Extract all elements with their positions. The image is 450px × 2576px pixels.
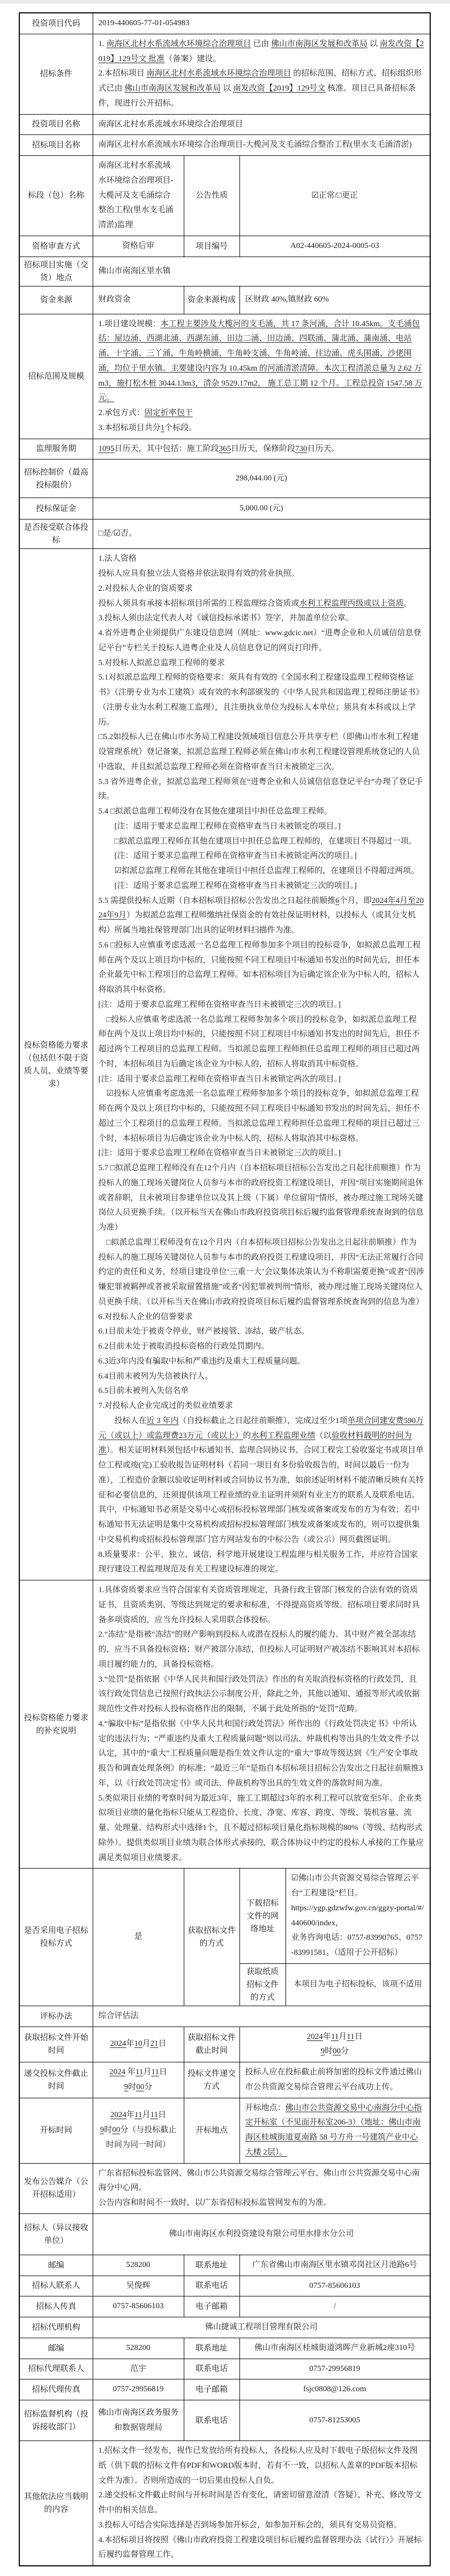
tender-project-name-label: 招标项目名称 — [19, 135, 93, 156]
obtain-start-time-label: 获取招标文件开始时间 — [19, 2027, 93, 2062]
row-announcement-media — [19, 2163, 430, 2213]
agency-contact-label: 招标代理联系人 — [19, 2359, 93, 2379]
row-control-price — [19, 460, 430, 498]
agency-label: 招标代理机构 — [19, 2317, 93, 2338]
project-number-label: 项目编号 — [184, 236, 239, 257]
control-price-value: 298,044.00 (元) — [93, 460, 430, 498]
row-capability-supplement — [19, 1580, 430, 1869]
row-bidder-capability-requirements — [19, 549, 430, 1580]
submission-deadline-value: 2024 年11月11日 9时00分 — [93, 2062, 184, 2098]
notice-nature-label: 公告性质 — [184, 156, 239, 236]
tenderer-contact-label: 招标人联系人 — [19, 2276, 93, 2296]
fund-composition-value: 区财政 40%,镇财政 60% — [239, 286, 430, 314]
electronic-bidding-label: 是否采用电子招标投标方式 — [19, 1869, 93, 2006]
tenderer-email-value: / — [239, 2296, 430, 2317]
row-consortium-bidding — [19, 519, 430, 549]
page-top-strip — [0, 0, 450, 4]
agency-contact-value: 范宇 — [93, 2359, 184, 2379]
delivery-location-value: 佛山市南海区里水镇 — [93, 257, 430, 286]
row-agency-contact — [19, 2359, 430, 2379]
submission-method-value: 投标人应在投标截止前将加密的投标文件通过佛山市公共资源交易综合管理云平台成功上传。 — [239, 2062, 430, 2098]
tenderer-address-value: 广东省佛山市南海区里水镇邓岗社区月池路6号 — [239, 2255, 430, 2276]
bid-bond-label: 投标保证金 — [19, 498, 93, 519]
row-tender-project-name — [19, 135, 430, 156]
electronic-bidding-value: 是 — [93, 1869, 184, 2006]
tender-scope-label: 招标范围及规模 — [19, 314, 93, 439]
agency-address-label: 联系地址 — [184, 2338, 239, 2359]
capability-supplement-value: 1.具体资质要求应当符合国家有关资质管理规定，具备行政主管部门核发的合法有效的资质证书，且资质类别、等级达到规定的要求和标准，不得提高资质等级。招标项目要求同时具备多项资质的，应当允许投标人采用联合体投标。 2.“冻结”是指被“冻结”的财产影响到投标人或潜在投标人的履约能力。其中财产被全部冻结的，应当不具备投标资格；财产被部分冻结，但投标人可证明财产被冻结不影响其对本招标项目履约能力的，具备投标资格。 3.“处罚”是指依据《中华人民共和国行政处罚法》作出的有关取消投标资格的行政处罚，且该行政处罚信息已按照行政执法公示制度公开，除此之外，其他以通知、通报等形式或依据规范性文件对投标人投标资格作出的限制，不属于此处所指的“处罚”范畴。 4.“骗取中标”是指依据《中华人民共和国行政处罚法》所作出的《行政处罚决定书》中所认定的违法行为；“严重违约及重大工程质量问题”则以司法、仲裁机构等出具的生效文件予以认定，其中的“重大”工程质量问题是指生效文件认定的“重大”事故等级达到《生产安全事故报告和调查处理条例》的标准；“最近三年”是指自本招标项目招标公告发出之日起往前顺推3年，以《行政处罚决定书》或司法、仲裁机构等出具的生效文件的落款时间为准。 5.类似项目业绩的考察时间为最近3年，施工工期超过3年的水利工程可以放宽至5年。企业类似项目业绩的量化指标只能从工程造价、长度、净宽、库容、跨度、等级、装机容量、流量、处理量、结构形式中选择1个，且不超过招标项目量化指标规模的80%（等级、结构形式除外）。提供类似项目业绩为联合体形式承接的，联合体协议中约定的投标人承接的工作量应满足类似项目业绩要求。 — [93, 1580, 430, 1869]
tenderer-value: 佛山市南海区水利投资建设有限公司里水排水分公司 — [93, 2213, 430, 2255]
row-tenderer-fax — [19, 2296, 430, 2317]
row-submission-deadline — [19, 2062, 430, 2098]
row-electronic-bidding — [19, 1869, 430, 1964]
bid-opening-place-label: 开标地点 — [184, 2098, 239, 2163]
row-bid-bond — [19, 498, 430, 519]
row-delivery-location — [19, 257, 430, 286]
row-tenderer — [19, 2213, 430, 2255]
announcement-media-label: 发布公告媒介（公开招标适用） — [19, 2163, 93, 2213]
row-fund-source — [19, 286, 430, 314]
row-tender-conditions — [19, 34, 430, 114]
delivery-location-label: 招标项目实施（交货）地点 — [19, 257, 93, 286]
agency-email-value: fsjc0808@126.com — [239, 2379, 430, 2400]
investment-project-name-value: 南海区北村水系流域水环境综合治理项目 — [93, 114, 430, 135]
agency-phone-value: 0757-29956819 — [239, 2359, 430, 2379]
consortium-bidding-label: 是否接受联合体投标 — [19, 519, 93, 549]
supervision-authority-value: 佛山市南海区政务服务和数据管理局 — [93, 2400, 184, 2441]
notice-nature-value: ☑正常/□更正 — [239, 156, 430, 236]
tender-project-name-value: 南海区北村水系流域水环境综合治理项目-大榄河及支毛涌综合整治工程(里水支毛涌清淤) — [93, 135, 430, 156]
supervision-period-label: 监理服务期 — [19, 439, 93, 460]
bidder-capability-requirements-label: 投标资格能力要求（包括但不限于资质人员、业绩等要求） — [19, 549, 93, 1580]
agency-fax-label: 招标代理传真 — [19, 2379, 93, 2400]
agency-postcode-value: 528200 — [93, 2338, 184, 2359]
row-other-contents — [19, 2441, 430, 2566]
tenderer-fax-label: 招标人传真 — [19, 2296, 93, 2317]
row-investment-project-name — [19, 114, 430, 135]
bid-opening-place-value: 开标地点：佛山市公共资源交易中心南海分中心指定开标室（不见面开标室206-3）（地址：佛山市南海区桂城街道夏南路 58 号方舟一号建筑产业中心大楼 2层）。 — [239, 2098, 430, 2163]
project-code-value: 2019-440605-77-01-054983 — [93, 13, 430, 34]
row-section-name — [19, 156, 430, 236]
qualification-review-label: 资格审查方式 — [19, 236, 93, 257]
supervision-phone-label: 联系电话 — [184, 2400, 239, 2441]
tenderer-label: 招标人（异议接收单位） — [19, 2213, 93, 2255]
tenderer-postcode-value: 528200 — [93, 2255, 184, 2276]
agency-fax-value: 0757-29956819 — [93, 2379, 184, 2400]
paper-document-label: 获取纸质招标文件的方式 — [239, 1963, 286, 2006]
obtain-deadline-label: 获取招标文件截止时间 — [184, 2027, 239, 2062]
agency-email-label: 电子邮箱 — [184, 2379, 239, 2400]
agency-value: 佛山捷诚工程项目管理有限公司 — [93, 2317, 430, 2338]
project-number-value: A02-440605-2024-0005-03 — [239, 236, 430, 257]
evaluation-method-label: 评标办法 — [19, 2006, 93, 2027]
row-agency-fax — [19, 2379, 430, 2400]
tender-conditions-label: 招标条件 — [19, 34, 93, 114]
download-address-label: 下载招标文件的网络地址 — [239, 1869, 286, 1964]
fund-composition-label: 资金来源构成 — [184, 286, 239, 314]
document-obtain-method-label: 获取招标文件的方式 — [184, 1869, 239, 2006]
paper-document-value: 本项目为电子招标投标，该项不适用 — [286, 1963, 430, 2006]
fund-source-label: 资金来源 — [19, 286, 93, 314]
tenderer-phone-value: 0757-85606103 — [239, 2276, 430, 2296]
tenderer-email-label: 电子邮箱 — [184, 2296, 239, 2317]
obtain-deadline-value: 2024年11月11日 9时00分 — [239, 2027, 430, 2062]
row-project-code — [19, 13, 430, 34]
row-tenderer-contact — [19, 2276, 430, 2296]
tender-announcement-table — [19, 12, 431, 2566]
supervision-period-value: 1095日历天，其中包括：施工阶段365日历天，保修阶段730日历天。 — [93, 439, 430, 460]
tenderer-address-label: 联系地址 — [184, 2255, 239, 2276]
row-qualification-review — [19, 236, 430, 257]
row-supervision-period — [19, 439, 430, 460]
tenderer-fax-value: 0757-85606103 — [93, 2296, 184, 2317]
agency-address-value: 佛山市南海区桂城街道鸿晖产业新城2座310号 — [239, 2338, 430, 2359]
consortium-bidding-value: □是/☑否。 — [93, 519, 430, 549]
row-agency-postcode — [19, 2338, 430, 2359]
download-address-value: ☑佛山市公共资源交易综合管理云平台“工程建设”栏目。 https://ygp.gdzwfw.gov.cn/ggzy-portal/#/440600/index， 业务咨询电话：0757-83990765、0757-83991581。（适用于公开招标） — [286, 1869, 430, 1964]
row-bid-opening — [19, 2098, 430, 2163]
section-name-label: 标段（包）名称 — [19, 156, 93, 236]
row-agency — [19, 2317, 430, 2338]
bid-opening-time-value: 2024年11月11日 9时00分（与投标截止时间为同一时间） — [93, 2098, 184, 2163]
tenderer-contact-value: 吴俊辉 — [93, 2276, 184, 2296]
capability-supplement-label: 投标资格能力要求的补充说明 — [19, 1580, 93, 1869]
project-code-label: 投资项目代码 — [19, 13, 93, 34]
bidder-capability-requirements-value: 1.法人资格 投标人应具有独立法人资格并依法取得有效的营业执照。 2.对投标人企业的资质要求 投标人须具有承接本招标项目所需的工程监理综合资质或水利工程监理丙级或以上资质。 3.投标人须由法定代表人对《诚信投标承诺书》签字，并加盖单位公章。 4.省外进粤企业须提供广东建设信息网（网址：www.gdcic.net）“进粤企业和人员诚信信息登记平台”专栏关于投标人进粤企业及人员信息登记的网页打印件。 5.对投标人拟派总监理工程师的要求 5.1对拟派总监理工程师的资格要求：须具有有效的《全国水利工程建设监理工程师资格证书》（注册专业为水工建筑）或有效的水利部颁发的《中华人民共和国监理工程师注册证书》（注册专业为水利工程施工监理），且注册执业单位为投标人本单位；须具有本科或以上学历。 □5.2如投标人已在佛山市水务局工程建设领域项目信息公开共享专栏（即佛山市水利工程建设管理系统）登记备案，拟派总监理工程师必须在佛山市水利工程建设管理系统登记的人员中选取，并且拟派总监理工程师必须在资格审查当日未被锁定三次。 5.3 省外进粤企业，拟派总监理工程师须在“进粤企业和人员诚信信息登记平台”办理了登记手续。 5.4 □拟派总监理工程师没有在其他在建项目中担任总监理工程师。 [注：适用于要求总监理工程师在资格审查当日未被锁定的项目。] □拟派总监理工程师在其他在建项目中担任总监理工程师的，在建项目不得超过一项。 [注：适用于要求总监理工程师在资格审查当日未被锁定两次的项目。] ☑拟派总监理工程师在其他在建项目中担任总监理工程师的，在建项目不得超过两项。 [注：适用于要求总监理工程师在资格审查当日未被锁定三次的项目。] 5.5 需提供投标人近期（自本招标项目招标公告发出之日起往前顺推6个月，即2024年4月至2024年9月）为拟派总监理工程师缴纳社保资金的有效社保证明材料，以投标人（或其分支机构）所属当地社保管理部门出具的证明材料扫描件为准。 5.6 □投标人应慎重考虑选派一名总监理工程师参加多个项目的投标竞争，如拟派总监理工程师在两个及以上项目均中标的，只能按照不同工程项目中标通知书发出的时间先后，担任本企业最先中标工程项目的总监理工程师。如本招标项目为后确定该企业为中标人的，招标人将取消其中标资格。 [注：适用于要求总监理工程师在资格审查当日未被锁定三次的项目。] □投标人应慎重考虑选派一名总监理工程师参加多个项目的投标竞争，如拟派总监理工程师在两个及以上项目均中标的，只能按照不同工程项目中标通知书发出的时间先后，担任不超过两个工程项目的总监理工程师。当拟派总监理工程师担任总监理工程师的项目已超过两个时，本招标项目为后确定该企业为中标人的，招标人将取消其中标资格。 [注：适用于要求总监理工程师在资格审查当日未被锁定两次的项目。] ☑投标人应慎重考虑选派一名总监理工程师参加多个项目的投标竞争，如拟派总监理工程师在两个及以上项目均中标的，只能按照不同工程项目中标通知书发出的时间先后，担任不超过三个工程项目的总监理工程师。当拟派总监理工程师担任总监理工程师的项目已超过三个时，本招标项目为后确定该企业为中标人的，招标人将取消其中标资格。 [注：适用于要求总监理工程师在资格审查当日未被锁定三次的项目。] 5.7 □拟派总监理工程师没有在12个月内（自本招标项目招标公告发出之日起往前顺推）作为投标人的施工现场关键岗位人员参与本市的政府投资工程建设项目，并因“项目实施期间退休或者辞职，且未被项目参建单位以及其上级（下属）单位留用”情形，被办理过施工现场关键岗位人员更换手续。（以开标当天在佛山市政府投资项目标后履约监督管理系统查询到的信息为准） □拟派总监理工程师没有在12个月内（自本招标项目招标公告发出之日起往前顺推）作为投标人的施工现场关键岗位人员参与本市的政府投资工程建设项目，并因“无法正常履行合同约定的责任和义务，经项目建设单位‘三重一大’会议集体决策认为不称职需要更换”或者“因涉嫌犯罪被羁押或者被采取留置措施”或者“因犯罪被判刑”情形，被办理过施工现场关键岗位人员更换手续。（以开标当天在佛山市政府投资项目标后履约监督管理系统查询到的信息为准） 6.对投标人企业的信誉要求 6.1目前未处于被责令停业，财产被接管、冻结，破产状态。 6.2目前未处于被取消投标资格的行政处罚期内。 6.3近3年内没有骗取中标和严重违约及重大工程质量问题。 6.4目前未被列为失信被执行人。 6.5目前未被列入失信名单 7.对投标人企业完成过的类似业绩要求 投标人在近 3 年内（自投标截止之日起往前顺推），完成过至少1项单项合同建安费590万元（或以上）或监理费23万元（或以上）的水利工程监理业绩（以验收材料载明的时间为准）。相关证明材料须包括中标通知书、监理合同协议书、合同工程完工验收鉴定书或项目单位工程或竣(完)工验收报告证明材料（若同一项目有多份验收报告的，时间以最后一份为准），工程造价金额以验收证明材料或合同协议书为准，如前述证明材料不能清晰反映有关特征和必要信息的，还须提供该项工程业绩的业主证明并须附有业主方的联系人及联系电话。其中，中标通知书必须是交易中心或招标投标管理部门核发或备案或发布的方为有效；若中标通知书无法证明是集中交易机构或招标投标管理部门核发或备案或发布的，则可以提供集中交易机构或招标投标管理部门官方网站发布的中标公告（或公示）网页截图证明。 8.质量要求：公平、独立、诚信、科学地开展建设工程监理与相关服务工作，并应符合国家现行建设工程监理规范及有关工程建设标准的规定。 — [93, 549, 430, 1580]
submission-method-label: 投标文件递交方式 — [184, 2062, 239, 2098]
evaluation-method-value: 综合评估法 — [93, 2006, 430, 2027]
announcement-media-value: 广东省招标投标监管网、佛山市公共资源交易综合管理云平台、佛山市公共资源交易中心南海分中心网。 公告内容和时间不一致时，以广东省招标投标监管网发布的为准。 — [93, 2163, 430, 2213]
obtain-start-time-value: 2024年10月21日 — [93, 2027, 184, 2062]
supervision-phone-value: 0757-81253005 — [239, 2400, 430, 2441]
tenderer-postcode-label: 邮编 — [19, 2255, 93, 2276]
row-evaluation-method — [19, 2006, 430, 2027]
tender-conditions-value: 1. 南海区北村水系流域水环境综合治理项目 已由 佛山市南海区发展和改革局 以 南发改资【2019】129号文 批准（备案）建设。 2.本招标项目 南海区北村水系流域水环境综合治理项目 的招标范围、招标方式、招标组织形式已由 佛山市南海区发展和改革局 以 南发改资【2019】129号文 核准。项目已具备招标条件，现进行公开招标。 — [93, 34, 430, 114]
tenderer-phone-label: 联系电话 — [184, 2276, 239, 2296]
submission-deadline-label: 递交投标文件截止时间 — [19, 2062, 93, 2098]
agency-phone-label: 联系电话 — [184, 2359, 239, 2379]
bid-bond-value: 5,000.00 (元) — [93, 498, 430, 519]
bid-opening-time-label: 开标时间 — [19, 2098, 93, 2163]
supervision-authority-label: 招标监督机构（投诉接收部门） — [19, 2400, 93, 2441]
investment-project-name-label: 投资项目名称 — [19, 114, 93, 135]
row-supervision-authority — [19, 2400, 430, 2441]
row-document-obtain-time — [19, 2027, 430, 2062]
control-price-label: 招标控制价（最高投标限价） — [19, 460, 93, 498]
tender-scope-value: 1.项目建设规模：本工程主要涉及大榄河的支毛涌，共 17 条河涌，合计 10.45km。支毛涌包括：屋边涌、西湖北涌、西湖东涌、田边二涌、田边涌、四联涌、蒲北涌、蒲南涌、电站涌、十字涌、三丫涌、牛角岭横涌、牛角岭支涌、牛角岭涌、往边涌、虎头围涌、沙佬围涌，均位于里水镇。主要建设内容为 10.45km 的河涌清淤清障。本次工程清淤总量为 2.62 万 m3，施打松木桩 3044.13m3，清杂 9529.17m2， 施工总工期 12 个月。工程总投资 1547.58 万元。 2.承包方式：固定折率包干 3.本招标项目共分1个标段。 — [93, 314, 430, 439]
row-tenderer-postcode — [19, 2255, 430, 2276]
qualification-review-value: 资格后审 — [93, 236, 184, 257]
fund-source-value: 财政资金 — [93, 286, 184, 314]
agency-postcode-label: 邮编 — [19, 2338, 93, 2359]
other-contents-value: 1.招标文件一经发布，视作已发放给所有投标人，各投标人应及时下载电子版招标文件及图纸（供下载的招标文件有PDF和WORD版本时，若有不一致，以招标人盖章的PDF版本招标文件为准）。否则所造成的一切后果由投标人自负。 2.递交投标文件截止时间与开标时间是否有变化，请密切留意澄清（答疑）、补充、修改等文件中的相关信息。 3.投标人可结合实际选择是否到场参加开标会，如参加开标会的，须具有交易员资格。 4.本招标项目将按照《佛山市政府投资工程建设项目标后履约监督管理办法（试行）》开展标后履约监督管理工作。 — [93, 2441, 430, 2566]
other-contents-label: 其他依法应当载明的内容 — [19, 2441, 93, 2566]
row-tender-scope — [19, 314, 430, 439]
section-name-value: 南海区北村水系流域水环境综合治理项目-大榄河及支毛涌综合整治工程(里水支毛涌清淤)监理 — [93, 156, 184, 236]
